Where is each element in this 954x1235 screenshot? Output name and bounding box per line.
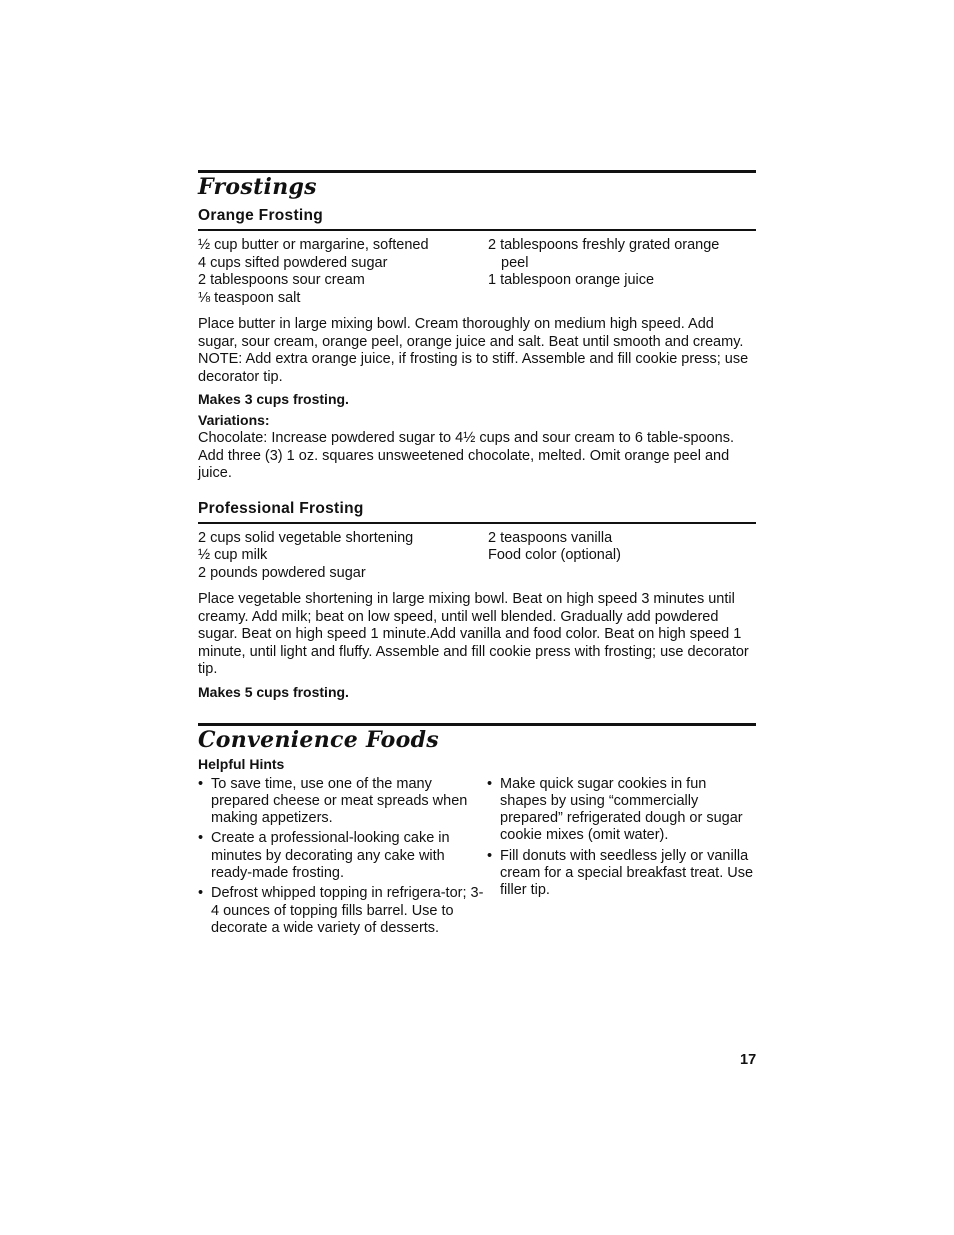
list-item [487,848,756,900]
ingredient: 2 teaspoons vanilla [488,529,613,546]
list-item [198,885,487,937]
professional-directions: Place vegetable shortening in large mixing bowl. Beat on high speed 3 minutes until creamy. Add milk; beat on low speed, until well blended. Gradually add powdered sugar. Beat on high speed 1 minute.Add vanilla and food color. Beat on high speed 1 minute, until light and fluffy. Assemble and fill cookie press with frosting; use decorator tip. [198,591,749,677]
professional-ingredients [198,530,756,583]
bullet-icon: • [198,775,204,792]
ingredient: 2 tablespoons sour cream [198,272,365,288]
helpful-hints-label: Helpful Hints [198,755,285,772]
ingredient-continued: peel [501,254,529,271]
list-item [198,830,487,882]
hint-text: Fill donuts with seedless jelly or vanilla cream for a special breakfast treat. Use filler tip. [500,847,754,899]
hint-text: Defrost whipped topping in refrigera-tor; 3-4 ounces of topping fills barrel. Use to decorate a wide variety of desserts. [211,885,484,936]
professional-ingredients-left [198,530,488,583]
bullet-icon: • [198,830,204,847]
ingredient: ½ cup milk [198,547,268,563]
ingredient: 2 cups solid vegetable shortening [198,529,414,546]
hints-left-column [198,776,487,941]
ingredient: ⅛ teaspoon salt [198,289,301,306]
ingredient: 4 cups sifted powdered sugar [198,254,388,271]
ingredient: ½ cup butter or margarine, softened [198,237,429,253]
orange-frosting-rule [198,229,756,231]
orange-ingredients [198,237,756,307]
list-item [487,776,756,845]
list-item [198,776,487,828]
bullet-icon: • [198,885,204,902]
page-content [198,170,756,940]
professional-frosting-title: Professional Frosting [198,499,364,517]
professional-yield: Makes 5 cups frosting. [198,683,349,700]
hints-right-column [487,776,756,941]
professional-frosting-rule [198,522,756,524]
helpful-hints-list [198,776,756,941]
hint-text: Make quick sugar cookies in fun shapes by using “commercially prepared” refrigerated dough or sugar cookie mixes (omit water). [500,775,743,844]
hint-text: Create a professional-looking cake in minutes by decorating any cake with ready-made frosting. [211,830,450,881]
hint-text: To save time, use one of the many prepared cheese or meat spreads when making appetizers. [211,775,468,827]
ingredient: 1 tablespoon orange juice [488,272,655,288]
variations-text: Chocolate: Increase powdered sugar to 4½ cups and sour cream to 6 table-spoons. Add three (3) 1 oz. squares unsweetened chocolate, melted. Omit orange peel and juice. [198,430,735,481]
orange-directions: Place butter in large mixing bowl. Cream thoroughly on medium high speed. Add sugar, sour cream, orange peel, orange juice and salt. Beat until smooth and creamy. NOTE: Add extra orange juice, if frosting is to stiff. Assemble and fill cookie press; use decorator tip. [198,316,749,385]
variations-label: Variations: [198,412,270,428]
orange-ingredients-left [198,237,488,307]
bullet-icon: • [487,775,493,792]
page-number: 17 [740,1052,757,1068]
frostings-title: Frostings [198,174,317,200]
convenience-title: Convenience Foods [198,726,439,753]
bullet-icon: • [487,847,493,864]
orange-frosting-title: Orange Frosting [198,207,324,224]
ingredient: 2 tablespoons freshly grated orange [488,237,720,253]
ingredient: Food color (optional) [488,547,621,563]
ingredient: 2 pounds powdered sugar [198,564,366,581]
orange-ingredients-right [488,237,756,307]
professional-ingredients-right [488,530,756,583]
orange-yield: Makes 3 cups frosting. [198,391,349,407]
